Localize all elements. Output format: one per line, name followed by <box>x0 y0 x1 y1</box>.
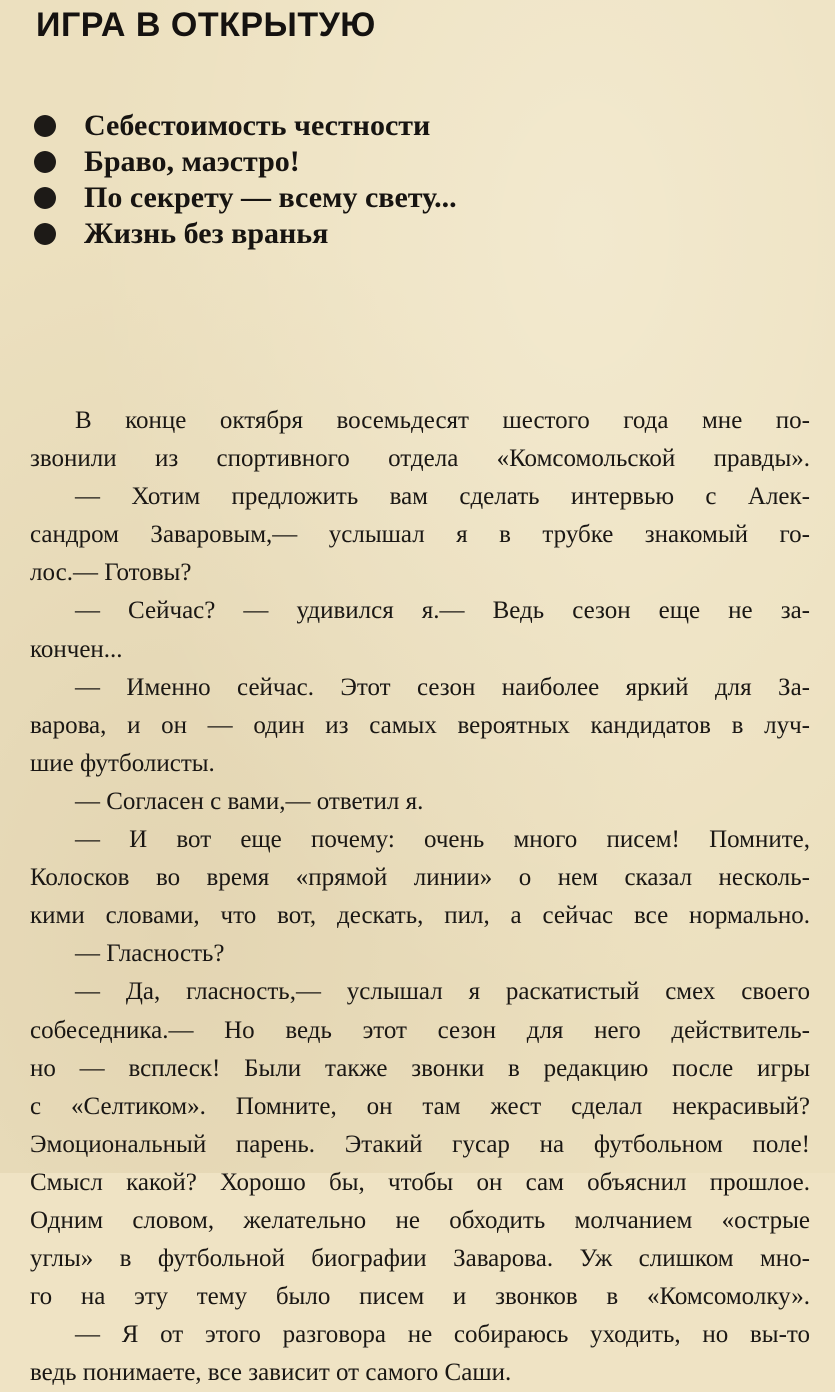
text-line: — Именно сейчас. Этот сезон наиболее яркий для За- <box>75 673 810 701</box>
topic-item <box>34 144 457 180</box>
text-line: — Гласность? <box>75 940 225 968</box>
topic-item <box>34 216 457 252</box>
text-line: го на эту тему было писем и звонков в «Комсомолку». <box>30 1283 810 1311</box>
text-line: кими словами, что вот, дескать, пил, а сейчас все нормально. <box>30 902 810 930</box>
topic-text: Себестоимость честности <box>84 109 431 142</box>
text-line: с «Селтиком». Помните, он там жест сделал некрасивый? <box>30 1092 810 1120</box>
text-line: — И вот еще почему: очень много писем! Помните, <box>75 826 810 854</box>
text-line: кончен... <box>30 635 123 663</box>
bullet-icon <box>34 151 56 173</box>
text-line: Колосков во время «прямой линии» о нем сказал несколь- <box>30 864 810 892</box>
text-line: — Да, гласность,— услышал я раскатистый смех своего <box>75 978 810 1006</box>
text-line: Смысл какой? Хорошо бы, чтобы он сам объяснил прошлое. <box>30 1168 810 1196</box>
topic-list <box>34 108 457 252</box>
text-line: углы» в футбольной биографии Заварова. Уж слишком мно- <box>30 1245 810 1273</box>
topic-text: Браво, маэстро! <box>84 145 300 178</box>
text-line: лос.— Готовы? <box>30 559 192 587</box>
text-line: — Хотим предложить вам сделать интервью с Алек- <box>75 483 810 511</box>
text-line: но — всплеск! Были также звонки в редакцию после игры <box>30 1054 810 1082</box>
text-line: В конце октября восемьдесят шестого года мне по- <box>75 407 810 434</box>
text-line: Одним словом, желательно не обходить молчанием «острые <box>30 1206 810 1234</box>
topic-item <box>34 108 457 144</box>
text-line: — Сейчас? — удивился я.— Ведь сезон еще не за- <box>75 597 810 625</box>
body-text <box>30 402 810 1392</box>
bullet-icon <box>34 187 56 209</box>
topic-text: По секрету — всему свету... <box>84 181 457 214</box>
chapter-title: ИГРА В ОТКРЫТУЮ <box>36 6 376 44</box>
text-line: звонили из спортивного отдела «Комсомольской правды». <box>30 445 810 473</box>
text-line: — Согласен с вами,— ответил я. <box>75 787 424 815</box>
bullet-icon <box>34 223 56 245</box>
topic-item <box>34 180 457 216</box>
text-line: шие футболисты. <box>30 749 215 777</box>
text-line: Эмоциональный парень. Этакий гусар на футбольном поле! <box>30 1130 810 1158</box>
bullet-icon <box>34 115 56 137</box>
text-line: — Я от этого разговора не собираюсь уходить, но вы-то <box>75 1321 810 1349</box>
topic-text: Жизнь без вранья <box>84 217 329 250</box>
text-line: собеседника.— Но ведь этот сезон для него действитель- <box>30 1016 810 1044</box>
text-line: сандром Заваровым,— услышал я в трубке знакомый го- <box>30 521 810 549</box>
text-line: варова, и он — один из самых вероятных кандидатов в луч- <box>30 711 810 739</box>
text-line: ведь понимаете, все зависит от самого Саши. <box>30 1359 512 1387</box>
